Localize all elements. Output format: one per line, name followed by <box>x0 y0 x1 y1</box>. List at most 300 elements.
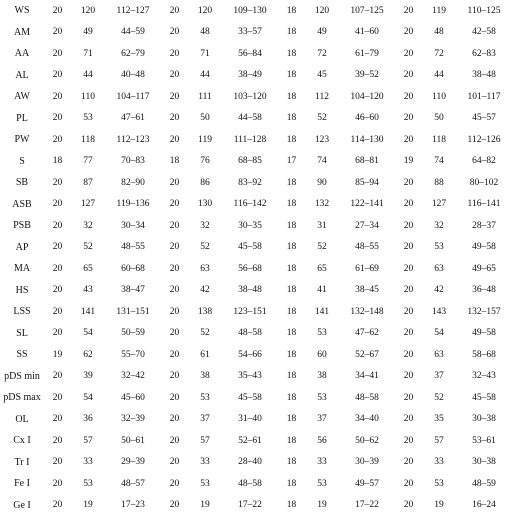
cell-n: 18 <box>278 194 305 216</box>
cell-range: 68–81 <box>339 151 395 173</box>
cell-mean: 120 <box>305 0 339 22</box>
cell-range: 56–68 <box>222 258 278 280</box>
cell-mean: 33 <box>305 452 339 474</box>
row-label: OL <box>0 409 44 431</box>
cell-mean: 130 <box>188 194 222 216</box>
cell-mean: 53 <box>305 473 339 495</box>
cell-n: 20 <box>161 323 188 345</box>
cell-mean: 44 <box>422 65 456 87</box>
cell-n: 19 <box>44 344 71 366</box>
cell-mean: 57 <box>188 430 222 452</box>
cell-n: 20 <box>161 65 188 87</box>
cell-range: 34–40 <box>339 409 395 431</box>
cell-mean: 77 <box>71 151 105 173</box>
row-label: LSS <box>0 301 44 323</box>
cell-mean: 32 <box>188 215 222 237</box>
table-row <box>0 430 512 452</box>
cell-mean: 52 <box>305 237 339 259</box>
cell-n: 20 <box>395 129 422 151</box>
cell-mean: 50 <box>188 108 222 130</box>
cell-mean: 138 <box>188 301 222 323</box>
cell-mean: 72 <box>305 43 339 65</box>
cell-mean: 120 <box>71 0 105 22</box>
cell-mean: 33 <box>422 452 456 474</box>
cell-range: 82–90 <box>105 172 161 194</box>
cell-n: 20 <box>44 495 71 516</box>
cell-range: 45–58 <box>222 237 278 259</box>
cell-mean: 44 <box>188 65 222 87</box>
cell-range: 38–48 <box>456 65 512 87</box>
table-row <box>0 194 512 216</box>
cell-n: 20 <box>161 387 188 409</box>
cell-mean: 38 <box>305 366 339 388</box>
table-row <box>0 495 512 516</box>
cell-range: 48–58 <box>222 473 278 495</box>
table-row <box>0 237 512 259</box>
cell-n: 18 <box>278 258 305 280</box>
cell-range: 55–70 <box>105 344 161 366</box>
table-row <box>0 280 512 302</box>
cell-n: 18 <box>278 344 305 366</box>
cell-mean: 65 <box>305 258 339 280</box>
cell-mean: 90 <box>305 172 339 194</box>
table-row <box>0 22 512 44</box>
table-row <box>0 65 512 87</box>
cell-n: 20 <box>161 43 188 65</box>
cell-mean: 118 <box>422 129 456 151</box>
cell-mean: 37 <box>422 366 456 388</box>
cell-range: 48–58 <box>339 387 395 409</box>
cell-n: 20 <box>395 0 422 22</box>
cell-mean: 52 <box>188 237 222 259</box>
cell-mean: 39 <box>71 366 105 388</box>
cell-range: 116–141 <box>456 194 512 216</box>
cell-n: 20 <box>44 452 71 474</box>
cell-n: 18 <box>278 22 305 44</box>
table-row <box>0 452 512 474</box>
cell-mean: 37 <box>305 409 339 431</box>
cell-mean: 19 <box>422 495 456 516</box>
cell-n: 20 <box>161 430 188 452</box>
cell-mean: 143 <box>422 301 456 323</box>
cell-n: 20 <box>44 258 71 280</box>
cell-range: 40–48 <box>105 65 161 87</box>
cell-range: 44–59 <box>105 22 161 44</box>
cell-range: 31–40 <box>222 409 278 431</box>
cell-n: 20 <box>44 43 71 65</box>
cell-n: 20 <box>395 172 422 194</box>
cell-n: 20 <box>44 366 71 388</box>
row-label: AP <box>0 237 44 259</box>
table-row <box>0 151 512 173</box>
cell-range: 47–62 <box>339 323 395 345</box>
cell-mean: 87 <box>71 172 105 194</box>
cell-range: 83–92 <box>222 172 278 194</box>
cell-mean: 48 <box>188 22 222 44</box>
cell-mean: 86 <box>188 172 222 194</box>
cell-range: 30–38 <box>456 409 512 431</box>
cell-n: 20 <box>44 65 71 87</box>
cell-range: 64–82 <box>456 151 512 173</box>
cell-range: 52–67 <box>339 344 395 366</box>
cell-mean: 53 <box>71 108 105 130</box>
cell-range: 48–57 <box>105 473 161 495</box>
cell-mean: 54 <box>71 323 105 345</box>
cell-mean: 19 <box>305 495 339 516</box>
cell-n: 18 <box>278 237 305 259</box>
cell-mean: 111 <box>188 86 222 108</box>
cell-range: 110–125 <box>456 0 512 22</box>
cell-n: 20 <box>161 366 188 388</box>
cell-range: 27–34 <box>339 215 395 237</box>
cell-mean: 61 <box>188 344 222 366</box>
cell-n: 20 <box>44 301 71 323</box>
cell-n: 20 <box>161 473 188 495</box>
cell-mean: 110 <box>422 86 456 108</box>
cell-range: 34–41 <box>339 366 395 388</box>
cell-mean: 42 <box>188 280 222 302</box>
cell-mean: 132 <box>305 194 339 216</box>
cell-range: 80–102 <box>456 172 512 194</box>
cell-mean: 37 <box>188 409 222 431</box>
row-label: PL <box>0 108 44 130</box>
cell-mean: 120 <box>188 0 222 22</box>
cell-n: 20 <box>395 65 422 87</box>
table-row <box>0 387 512 409</box>
cell-n: 19 <box>395 151 422 173</box>
cell-mean: 19 <box>71 495 105 516</box>
cell-mean: 119 <box>188 129 222 151</box>
cell-n: 20 <box>44 129 71 151</box>
cell-mean: 48 <box>422 22 456 44</box>
cell-range: 70–83 <box>105 151 161 173</box>
table-row <box>0 215 512 237</box>
cell-n: 20 <box>44 473 71 495</box>
cell-range: 112–126 <box>456 129 512 151</box>
cell-range: 38–48 <box>222 280 278 302</box>
cell-range: 38–45 <box>339 280 395 302</box>
cell-range: 107–125 <box>339 0 395 22</box>
row-label: SS <box>0 344 44 366</box>
cell-n: 20 <box>161 237 188 259</box>
cell-range: 48–58 <box>222 323 278 345</box>
cell-n: 18 <box>278 366 305 388</box>
cell-range: 16–24 <box>456 495 512 516</box>
cell-range: 33–57 <box>222 22 278 44</box>
cell-n: 20 <box>44 172 71 194</box>
cell-n: 20 <box>44 409 71 431</box>
cell-mean: 57 <box>422 430 456 452</box>
cell-range: 44–58 <box>222 108 278 130</box>
cell-range: 45–57 <box>456 108 512 130</box>
cell-range: 103–120 <box>222 86 278 108</box>
cell-range: 28–37 <box>456 215 512 237</box>
row-label: SB <box>0 172 44 194</box>
cell-n: 20 <box>161 86 188 108</box>
cell-n: 20 <box>395 366 422 388</box>
cell-mean: 43 <box>71 280 105 302</box>
cell-mean: 65 <box>71 258 105 280</box>
cell-n: 20 <box>395 215 422 237</box>
cell-mean: 53 <box>188 387 222 409</box>
cell-mean: 33 <box>188 452 222 474</box>
cell-n: 18 <box>278 473 305 495</box>
table-row <box>0 258 512 280</box>
table-row <box>0 301 512 323</box>
cell-range: 62–79 <box>105 43 161 65</box>
cell-range: 46–60 <box>339 108 395 130</box>
row-label: pDS max <box>0 387 44 409</box>
cell-n: 18 <box>278 280 305 302</box>
cell-mean: 33 <box>71 452 105 474</box>
cell-range: 30–35 <box>222 215 278 237</box>
cell-n: 20 <box>395 387 422 409</box>
cell-range: 30–34 <box>105 215 161 237</box>
cell-n: 20 <box>161 108 188 130</box>
cell-mean: 71 <box>71 43 105 65</box>
row-label: Fe I <box>0 473 44 495</box>
cell-range: 104–117 <box>105 86 161 108</box>
cell-range: 38–47 <box>105 280 161 302</box>
cell-n: 20 <box>161 344 188 366</box>
cell-mean: 31 <box>305 215 339 237</box>
cell-n: 18 <box>278 215 305 237</box>
cell-n: 20 <box>161 452 188 474</box>
cell-mean: 52 <box>305 108 339 130</box>
cell-range: 28–40 <box>222 452 278 474</box>
table-row <box>0 409 512 431</box>
cell-mean: 53 <box>188 473 222 495</box>
cell-range: 38–49 <box>222 65 278 87</box>
cell-range: 45–58 <box>222 387 278 409</box>
cell-n: 20 <box>44 237 71 259</box>
cell-mean: 60 <box>305 344 339 366</box>
cell-n: 18 <box>278 409 305 431</box>
cell-range: 30–38 <box>456 452 512 474</box>
cell-range: 119–136 <box>105 194 161 216</box>
cell-n: 18 <box>278 387 305 409</box>
cell-range: 39–52 <box>339 65 395 87</box>
cell-range: 112–127 <box>105 0 161 22</box>
cell-mean: 62 <box>71 344 105 366</box>
cell-n: 18 <box>278 86 305 108</box>
table-row <box>0 344 512 366</box>
table-row <box>0 43 512 65</box>
cell-n: 20 <box>44 86 71 108</box>
row-label: Cx I <box>0 430 44 452</box>
table-row <box>0 0 512 22</box>
row-label: AA <box>0 43 44 65</box>
cell-mean: 119 <box>422 0 456 22</box>
row-label: SL <box>0 323 44 345</box>
cell-range: 32–43 <box>456 366 512 388</box>
cell-n: 18 <box>278 65 305 87</box>
cell-mean: 127 <box>422 194 456 216</box>
cell-mean: 63 <box>422 344 456 366</box>
cell-range: 47–61 <box>105 108 161 130</box>
cell-range: 36–48 <box>456 280 512 302</box>
row-label: AW <box>0 86 44 108</box>
cell-mean: 118 <box>71 129 105 151</box>
cell-n: 20 <box>44 22 71 44</box>
table-row <box>0 323 512 345</box>
cell-range: 85–94 <box>339 172 395 194</box>
cell-mean: 35 <box>422 409 456 431</box>
cell-mean: 52 <box>71 237 105 259</box>
cell-range: 42–58 <box>456 22 512 44</box>
cell-mean: 71 <box>188 43 222 65</box>
cell-mean: 52 <box>422 387 456 409</box>
cell-n: 18 <box>278 129 305 151</box>
table-row <box>0 108 512 130</box>
cell-range: 35–43 <box>222 366 278 388</box>
cell-mean: 141 <box>71 301 105 323</box>
cell-range: 49–58 <box>456 237 512 259</box>
row-label: ASB <box>0 194 44 216</box>
cell-n: 18 <box>278 0 305 22</box>
cell-range: 48–59 <box>456 473 512 495</box>
cell-n: 20 <box>395 194 422 216</box>
row-label: S <box>0 151 44 173</box>
table-row <box>0 172 512 194</box>
cell-n: 20 <box>395 301 422 323</box>
cell-mean: 53 <box>71 473 105 495</box>
cell-range: 111–128 <box>222 129 278 151</box>
cell-range: 48–55 <box>339 237 395 259</box>
cell-range: 29–39 <box>105 452 161 474</box>
cell-mean: 32 <box>422 215 456 237</box>
table-row <box>0 473 512 495</box>
cell-n: 20 <box>161 22 188 44</box>
cell-mean: 49 <box>305 22 339 44</box>
cell-mean: 74 <box>305 151 339 173</box>
cell-n: 20 <box>44 387 71 409</box>
cell-mean: 110 <box>71 86 105 108</box>
cell-range: 50–59 <box>105 323 161 345</box>
table-row <box>0 366 512 388</box>
cell-range: 17–23 <box>105 495 161 516</box>
row-label: AM <box>0 22 44 44</box>
cell-n: 20 <box>395 344 422 366</box>
cell-range: 101–117 <box>456 86 512 108</box>
cell-range: 62–83 <box>456 43 512 65</box>
cell-n: 20 <box>161 194 188 216</box>
cell-range: 61–69 <box>339 258 395 280</box>
cell-mean: 53 <box>422 237 456 259</box>
cell-mean: 141 <box>305 301 339 323</box>
cell-mean: 53 <box>305 323 339 345</box>
cell-n: 20 <box>395 43 422 65</box>
cell-n: 20 <box>161 258 188 280</box>
cell-n: 18 <box>278 495 305 516</box>
cell-mean: 53 <box>305 387 339 409</box>
cell-range: 30–39 <box>339 452 395 474</box>
cell-range: 48–55 <box>105 237 161 259</box>
cell-range: 123–151 <box>222 301 278 323</box>
row-label: PW <box>0 129 44 151</box>
cell-n: 18 <box>161 151 188 173</box>
cell-range: 50–61 <box>105 430 161 452</box>
cell-n: 20 <box>395 258 422 280</box>
cell-mean: 36 <box>71 409 105 431</box>
cell-range: 132–148 <box>339 301 395 323</box>
cell-mean: 54 <box>71 387 105 409</box>
cell-range: 122–141 <box>339 194 395 216</box>
cell-range: 45–60 <box>105 387 161 409</box>
cell-n: 20 <box>395 409 422 431</box>
row-label: PSB <box>0 215 44 237</box>
cell-range: 41–60 <box>339 22 395 44</box>
cell-range: 116–142 <box>222 194 278 216</box>
cell-n: 20 <box>44 194 71 216</box>
table-row <box>0 129 512 151</box>
cell-range: 56–84 <box>222 43 278 65</box>
cell-range: 49–57 <box>339 473 395 495</box>
cell-range: 32–39 <box>105 409 161 431</box>
cell-n: 20 <box>395 452 422 474</box>
row-label: WS <box>0 0 44 22</box>
cell-range: 61–79 <box>339 43 395 65</box>
cell-mean: 63 <box>422 258 456 280</box>
cell-n: 18 <box>278 452 305 474</box>
cell-mean: 74 <box>422 151 456 173</box>
row-label: Tr I <box>0 452 44 474</box>
row-label: HS <box>0 280 44 302</box>
cell-range: 49–65 <box>456 258 512 280</box>
cell-range: 17–22 <box>339 495 395 516</box>
row-label: Ge I <box>0 495 44 516</box>
cell-n: 20 <box>395 22 422 44</box>
cell-mean: 76 <box>188 151 222 173</box>
cell-n: 20 <box>44 280 71 302</box>
cell-mean: 112 <box>305 86 339 108</box>
cell-n: 20 <box>395 280 422 302</box>
cell-mean: 45 <box>305 65 339 87</box>
cell-mean: 53 <box>422 473 456 495</box>
row-label: MA <box>0 258 44 280</box>
cell-n: 20 <box>161 280 188 302</box>
cell-range: 112–123 <box>105 129 161 151</box>
cell-n: 18 <box>278 430 305 452</box>
cell-n: 20 <box>161 0 188 22</box>
cell-n: 18 <box>44 151 71 173</box>
cell-range: 68–85 <box>222 151 278 173</box>
cell-mean: 42 <box>422 280 456 302</box>
cell-range: 45–58 <box>456 387 512 409</box>
cell-n: 18 <box>278 108 305 130</box>
cell-n: 20 <box>161 409 188 431</box>
cell-n: 18 <box>278 323 305 345</box>
cell-range: 60–68 <box>105 258 161 280</box>
cell-range: 131–151 <box>105 301 161 323</box>
cell-n: 20 <box>44 323 71 345</box>
cell-mean: 88 <box>422 172 456 194</box>
cell-mean: 57 <box>71 430 105 452</box>
cell-range: 49–58 <box>456 323 512 345</box>
cell-range: 132–157 <box>456 301 512 323</box>
cell-mean: 38 <box>188 366 222 388</box>
row-label: pDS min <box>0 366 44 388</box>
table-row <box>0 86 512 108</box>
cell-mean: 52 <box>188 323 222 345</box>
cell-n: 20 <box>44 108 71 130</box>
cell-n: 20 <box>161 215 188 237</box>
cell-mean: 56 <box>305 430 339 452</box>
cell-range: 109–130 <box>222 0 278 22</box>
cell-n: 20 <box>161 301 188 323</box>
cell-n: 20 <box>395 86 422 108</box>
cell-n: 20 <box>44 430 71 452</box>
